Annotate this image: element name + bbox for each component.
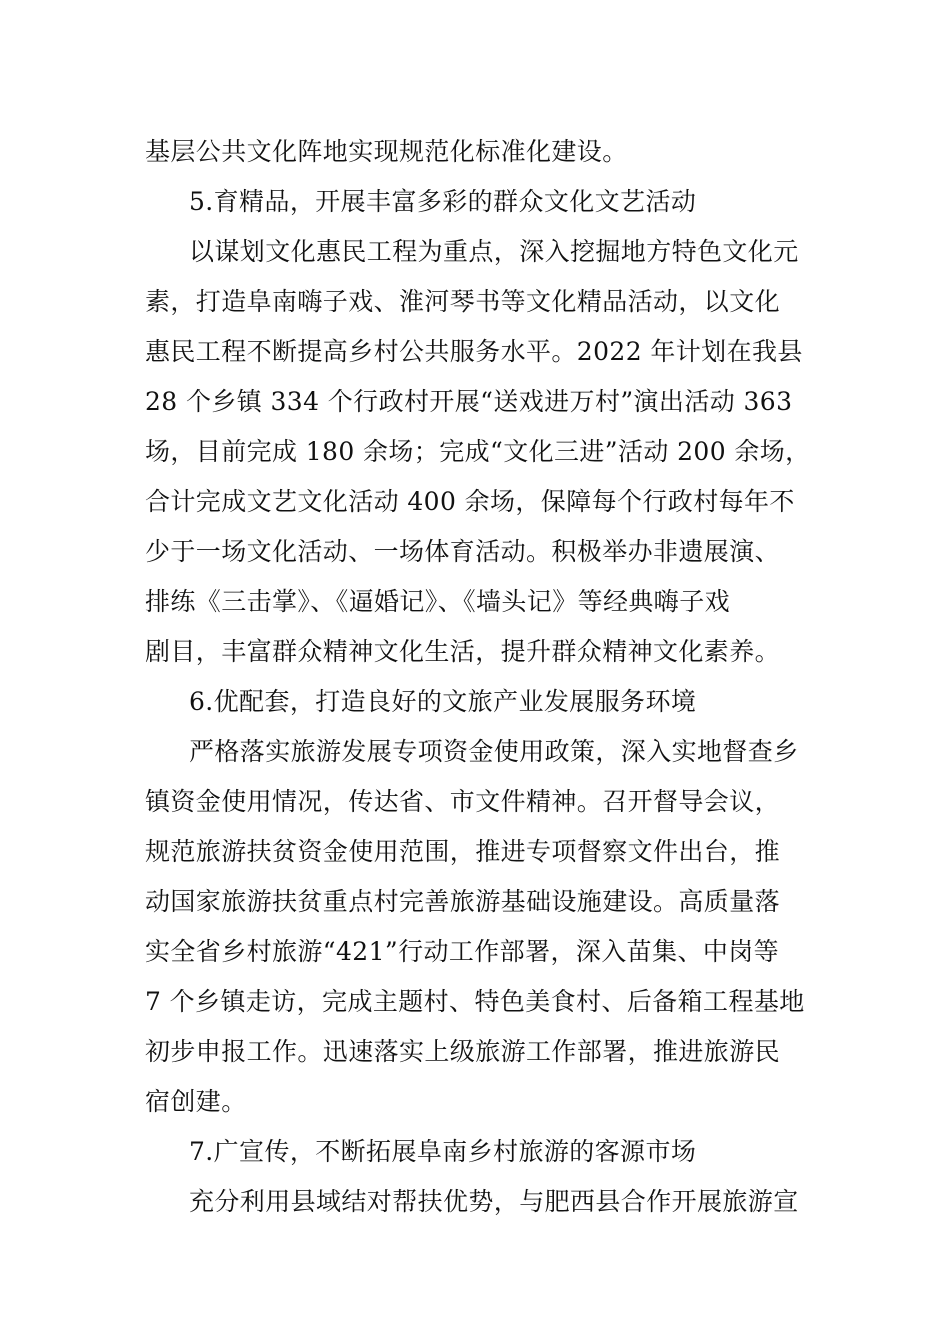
paragraph-line: 排练《三击掌》、《逼婚记》、《墙头记》等经典嗨子戏 (145, 587, 731, 616)
paragraph-line: 规范旅游扶贫资金使用范围，推进专项督察文件出台，推 (145, 837, 781, 866)
paragraph-line: 7 个乡镇走访，完成主题村、特色美食村、后备箱工程基地 (145, 987, 805, 1016)
paragraph-line: 合计完成文艺文化活动 400 余场，保障每个行政村每年不 (145, 487, 795, 516)
paragraph-line: 素，打造阜南嗨子戏、淮河琴书等文化精品活动，以文化 (145, 287, 781, 316)
paragraph-line: 严格落实旅游发展专项资金使用政策，深入实地督查乡 (189, 737, 799, 766)
paragraph-line: 基层公共文化阵地实现规范化标准化建设。 (145, 137, 628, 166)
paragraph-line: 宿创建。 (145, 1087, 247, 1116)
paragraph-line: 剧目，丰富群众精神文化生活，提升群众精神文化素养。 (145, 637, 781, 666)
paragraph-line: 少于一场文化活动、一场体育活动。积极举办非遗展演、 (145, 537, 781, 566)
paragraph-line: 初步申报工作。迅速落实上级旅游工作部署，推进旅游民 (145, 1037, 781, 1066)
paragraph-line: 镇资金使用情况，传达省、市文件精神。召开督导会议， (145, 787, 781, 816)
section-heading-7: 7.广宣传，不断拓展阜南乡村旅游的客源市场 (189, 1137, 697, 1166)
paragraph-line: 充分利用县域结对帮扶优势，与肥西县合作开展旅游宣 (189, 1187, 799, 1216)
paragraph-line: 动国家旅游扶贫重点村完善旅游基础设施建设。高质量落 (145, 887, 781, 916)
paragraph-line: 场，目前完成 180 余场；完成“文化三进”活动 200 余场， (145, 437, 811, 466)
paragraph-line: 惠民工程不断提高乡村公共服务水平。2022 年计划在我县 (145, 337, 803, 366)
section-heading-6: 6.优配套，打造良好的文旅产业发展服务环境 (189, 687, 697, 716)
paragraph-line: 28 个乡镇 334 个行政村开展“送戏进万村”演出活动 363 (145, 387, 793, 416)
paragraph-line: 以谋划文化惠民工程为重点，深入挖掘地方特色文化元 (189, 237, 799, 266)
section-heading-5: 5.育精品，开展丰富多彩的群众文化文艺活动 (189, 187, 697, 216)
paragraph-line: 实全省乡村旅游“421”行动工作部署，深入苗集、中岗等 (145, 937, 780, 966)
